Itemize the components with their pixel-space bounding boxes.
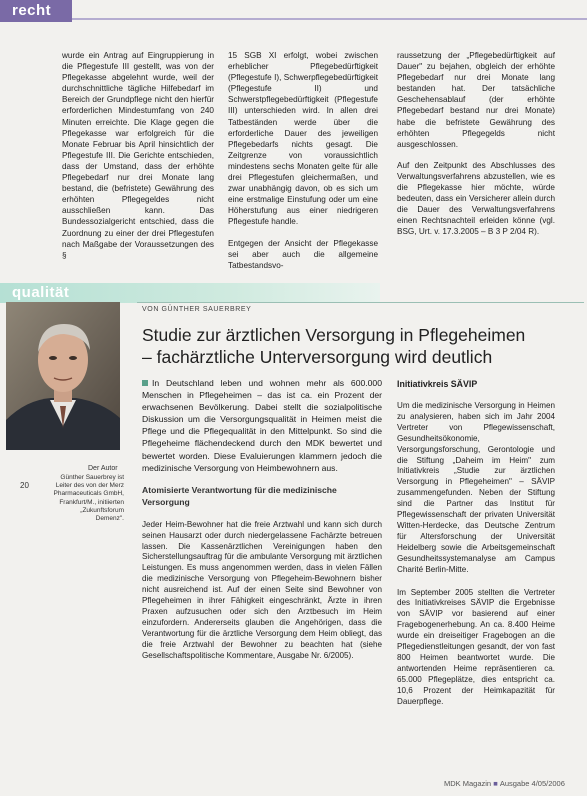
lead-text: In Deutschland leben und wohnen mehr als 600.000 Menschen in Pflegeheimen – das ist ca. ein Prozent der erwachsenen Bevölkerung. Dabei stellt die sozialpolitische Diskussion um die Versorgungsqualität in Heimen meist die Pflege und die Pflegequalität in den Mittelpunkt. So sind die Pflegeheime flächendeckend durch den MDK bewertet und bewertet worden. Diese Evaluierungen klammern jedoch die medizinische Versorgung von Heimbewohnern aus. (142, 378, 382, 473)
info-box (397, 379, 555, 707)
footer-magazine: MDK Magazin (444, 779, 492, 788)
box-body (397, 401, 555, 707)
subheading: Atomisierte Verantwortung für die medizinische Versorgung (142, 484, 337, 507)
top-column-2 (228, 50, 378, 271)
section-label: qualität (12, 284, 70, 301)
paragraph: Auf den Zeitpunkt des Abschlusses des Verwaltungsverfahrens abzustellen, wie es die Pflegekasse hier möchte, würde bedeuten, dass ein Versicherer allein durch die Dauer des Verwaltungsverfahrens einen Rechtsnachteil erleiden könne (vgl. BSG, Urt. v. 17.3.2005 – B 3 P 2/04 R). (397, 160, 555, 237)
article-rule (137, 302, 584, 303)
paragraph: raussetzung der „Pflegebedürftigkeit auf Dauer" zu bejahen, obgleich der erhöhte Pflegebedarf nur drei Monate lang bestanden hat. Der tatsächliche Geschehensablauf (der erhöhte Pflegebedarf bestand nur drei Monate) habe die befristete Gewährung des erhöhten Pflegegelds nicht ausgeschlossen. (397, 51, 555, 149)
paragraph: Jeder Heim-Bewohner hat die freie Arztwahl und kann sich durch seinen Hausarzt oder durch niedergelassene Fachärzte betreuen lassen. Die Kassenärztlichen Vereinigungen haben den Sicherstellungsauftrag für die ambulante Versorgung mit ärztlichen Leistungen. Es muss angenommen werden, dass in vielen Fällen die medizinische Versorgung von Pflegeheim-Bewohnern bisher nicht ausreichend ist. Auf der einen Seite sind Bewohner von Pflegeheimen in ihrer Fähigkeit eingeschränkt, Ärzte in ihren Praxen aufzusuchen oder sich den Arztbesuch im Heim einzufordern. Andererseits glauben die Angehörigen, dass die Verantwortung für die ärztliche Versorgung dem Heim obliegt, das die freie Arztwahl der Bewohner zu beachten hat (siehe Gesellschaftspolitische Kommentare, Ausgabe Nr. 6/2005). (142, 519, 382, 660)
page-footer: MDK Magazin ■ Ausgabe 4/05/2006 (444, 779, 565, 788)
header-rule (72, 18, 587, 20)
footer-issue: Ausgabe 4/05/2006 (499, 779, 565, 788)
lead-paragraph (142, 377, 382, 474)
top-column-3 (397, 50, 555, 238)
page-number: 20 (20, 481, 29, 490)
article-main-column (142, 377, 382, 662)
body-text (142, 520, 382, 662)
byline: VON GÜNTHER SAUERBREY (142, 306, 252, 313)
headline-line-2: – fachärztliche Unterversorgung wird deutlich (142, 347, 493, 367)
paragraph: Um die medizinische Versorgung in Heimen zu analysieren, haben sich im Jahr 2004 Vertreter von Pflegewissenschaft, Gesundheitsökonomie, Versorgungsforschung, Gerontologie und die Stiftung „Daheim im Heim" zum Initiativkreis „Studie zur ärztlichen Versorgung in Pflegeheimen" – SÄVIP zusammengefunden. Neben der Stiftung sind die Partner das Institut für Pflegewissenschaft der privaten Universität Witten-Herdecke, das Deutsche Zentrum für Altersforschung der Universität Heidelberg sowie die Arbeitsgemeinschaft Gesundheitssystemanalyse am Campus Charité Berlin-Mitte. (397, 401, 555, 574)
headline-line-1: Studie zur ärztlichen Versorgung in Pflegeheimen (142, 325, 526, 345)
section-band (0, 283, 380, 303)
section-title: recht (12, 2, 52, 19)
paragraph: 15 SGB XI erfolgt, wobei zwischen erheblicher Pflegebedürftigkeit (Pflegestufe I), Schwerpflegebedürftigkeit (Pflegestufe II) und Schwerstpflegebedürftigkeit (Pflegestufe III) unterschieden wird. In allen drei Tatbeständen werde über die erforderliche Dauer des jeweiligen Pflegebedarfs nichts gesagt. Die Zeitgrenze von voraussichtlich mindestens sechs Monaten gelte für alle drei Pflegestufen gleichermaßen, und zwar unabhängig davon, ob es sich um eine erstmalige Einstufung oder um eine Höherstufung aus einer niedrigeren Pflegestufe handle. (228, 51, 378, 227)
square-bullet-icon (142, 380, 148, 386)
author-caption: Günther Sauerbrey ist Leiter des von der Merz Pharmaceuticals GmbH, Frankfurt/M., initiierten „Zukunftsforum Demenz". (53, 474, 124, 523)
top-column-1 (62, 50, 214, 261)
box-title: Initiativkreis SÄVIP (397, 379, 478, 389)
portrait-image (6, 302, 120, 450)
author-portrait (6, 302, 120, 450)
section-tab (0, 0, 72, 22)
paragraph: Entgegen der Ansicht der Pflegekasse sei aber auch die allgemeine Tatbestandsvo- (228, 238, 378, 270)
caption-label: Der Autor (88, 465, 118, 472)
paragraph: Im September 2005 stellten die Vertreter des Initiativkreises SÄVIP die Ergebnisse von SÄVIP vor basierend auf einer Fragebogenerhebung. An ca. 8.400 Heime wurde ein dreiseitiger Fragebogen an die Pflegedienstleitungen gesandt, der von fast 800 Heimen beantwortet wurde. Die antwortenden Heime repräsentieren ca. 65.000 Pflegeplätze, dies entspricht ca. 10,6 Prozent der Heimkapazität für Dauerpflege. (397, 587, 555, 706)
headline (142, 324, 582, 368)
paragraph: wurde ein Antrag auf Eingruppierung in die Pflegestufe III gestellt, was von der Pflegekasse abgelehnt wurde, weil der durchschnittliche tägliche Hilfebedarf im Bereich der Grundpflege nicht den hierfür erforderlichen Mindestumfang von 240 Minuten erreichte. Die Klage gegen die Pflegekasse war erfolgreich für die Monate Februar bis April hinsichtlich der Pflegestufe III. Die Gerichte entschieden, dass der Umstand, dass der erhöhte Pflegebedarf nur drei Monate lang bestand, die (befristete) Gewährung des erhöhten Pflegegeldes nicht ausschließen kann. Das Bundessozialgericht entschied, dass die Zuordnung zu einer der drei Pflegestufen nach Maßgabe der Voraussetzungen des § (62, 51, 214, 260)
